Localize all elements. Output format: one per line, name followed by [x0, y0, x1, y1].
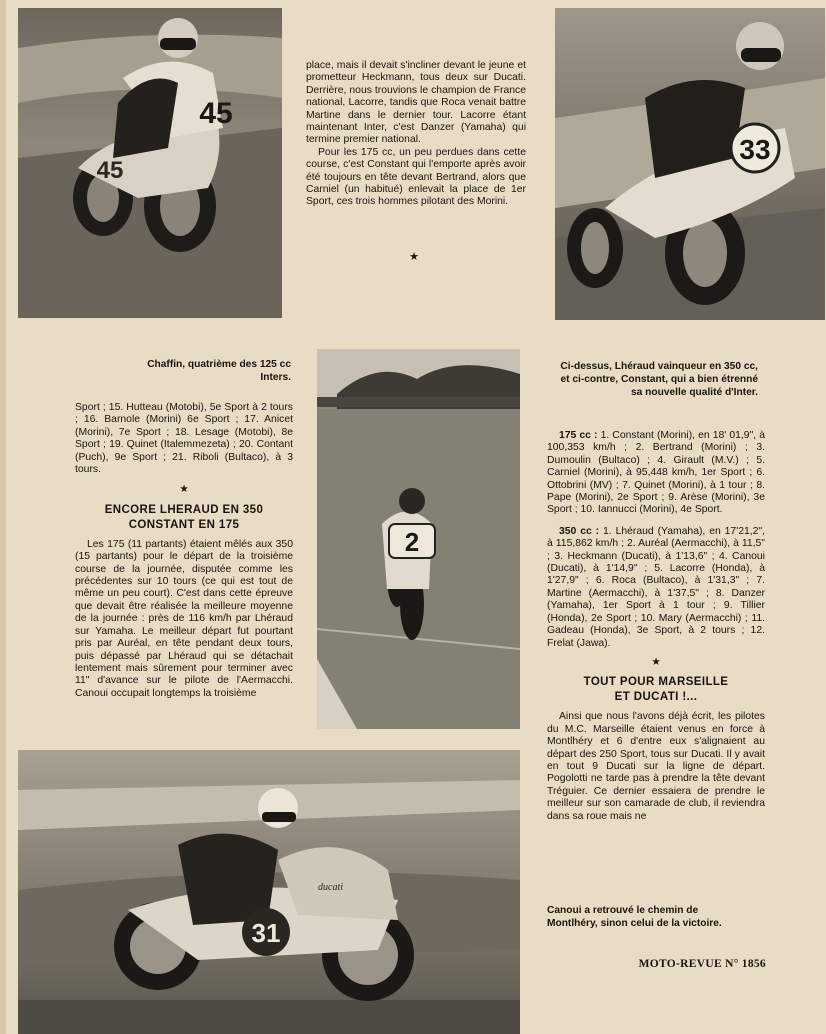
- right-body-paragraph: Ainsi que nous l'avons déjà écrit, les pilotes du M.C. Marseille étaient venus en force à Montlhéry et 6 d'entre eux s'alignaient au départ des 250 Sport, tous sur Ducati. Il y avait en tout 9 Ducati sur la ligne de départ. Pogolotti ne tarde pas à prendre la tête devant Tréguier. Ce dernier essaiera de prendre le meilleur sur son camarade de club, il reviendra dans sa roue mais ne: [547, 711, 765, 822]
- photo-rider-31-image: [18, 750, 520, 1034]
- left-column: [75, 402, 293, 700]
- results-175: [547, 430, 765, 517]
- left-results-tail: Sport ; 15. Hutteau (Motobi), 5e Sport à 2 tours ; 16. Barnole (Morini) 6e Sport ; 17. Anicet (Morini), 7e Sport ; 18. Lesage (Motobi), 8e Sport ; 19. Quinet (Italemmezeta) ; 20. Contant (Puch), 9e Sport ; 21. Riboli (Bultaco), à 3 tours.: [75, 402, 293, 476]
- photo-33-number: 33: [739, 134, 771, 165]
- photo-45-number-side: 45: [96, 157, 124, 184]
- photo-2-number: 2: [404, 527, 420, 557]
- photo-rider-31: [18, 750, 520, 1034]
- heading-marseille-line2: ET DUCATI !...: [614, 691, 698, 704]
- star-separator-left: ★: [179, 484, 189, 496]
- star-separator-top: ★: [409, 251, 419, 263]
- left-body-paragraph: Les 175 (11 partants) étaient mêlés aux 350 (15 partants) pour le départ de la troisième course de la journée, disputée comme les précédentes sur 10 tours (ce qui est tout de même un peu court). C'est dans cette épreuve que devait être réalisée la meilleure moyenne de la journée : près de 116 km/h par Lhéraud sur Yamaha. Le meilleur départ fut pourtant pris par Auréal, en tête pendant deux tours, puis dépassé par Lhéraud qui se détachait lentement mais sûrement pour terminer avec 11" d'avance sur le pilote de l'Aermacchi. Canoui occupait longtemps la troisième: [75, 538, 293, 699]
- photo-rider-2: [317, 349, 520, 729]
- star-separator-right: ★: [651, 656, 661, 668]
- results-175-label: 175 cc :: [559, 430, 598, 441]
- results-175-text: 1. Constant (Morini), en 18' 01,9", à 100,353 km/h ; 2. Bertrand (Morini) ; 3. Dumoulin (Bultaco) ; 4. Girault (M.V.) ; 5. Carniel (Morini), à 95,448 km/h, 1er Sport ; 6. Ottobrini (MV) ; 7. Quinet (Morini), à 1 tour ; 8. Pape (Morini), 2e Sport ; 9. Arèse (Morini), 3e Sport ; 10. Iannucci (Morini), 4e Sport.: [547, 430, 765, 516]
- top-middle-column: [306, 60, 526, 209]
- heading-lheraud-350: [75, 503, 293, 533]
- top-column-paragraph-2: Pour les 175 cc, un peu perdues dans cette course, c'est Constant qui l'emporte après avoir été toujours en tête devant Bertrand, alors que Carniel (un habitué) enlevait la place de 1er Sport, ces trois hommes pilotant des Morini.: [306, 146, 526, 208]
- photo-31-number: 31: [251, 918, 281, 948]
- photo-rider-45-image: [18, 8, 282, 318]
- top-column-paragraph-1: place, mais il devait s'incliner devant le jeune et prometteur Heckmann, tous deux sur Ducati. Derrière, nous trouvions le champion de France national, Lacorre, tandis que Roca venait battre Martine dans le dernier tour. Lacorre étant maintenant Inter, c'est Danzer (Yamaha) qui termine premier national.: [306, 60, 526, 146]
- right-column: [547, 430, 765, 823]
- photo-45-number-front: 45: [199, 97, 233, 130]
- footer-magazine-issue: MOTO-REVUE N° 1856: [638, 958, 766, 970]
- photo-rider-45: [18, 8, 282, 318]
- caption-chaffin: Chaffin, quatrième des 125 cc Inters.: [147, 359, 291, 383]
- photo-31-brand: ducati: [318, 882, 343, 893]
- results-350: [547, 526, 765, 650]
- heading-lheraud-line1: ENCORE LHERAUD EN 350: [104, 503, 264, 516]
- photo-rider-33: [555, 8, 825, 320]
- photo-rider-33-image: [555, 8, 825, 320]
- heading-marseille-ducati: [547, 675, 765, 705]
- results-350-label: 350 cc :: [559, 525, 600, 537]
- photo-rider-2-image: [317, 349, 520, 729]
- caption-canoui: Canoui a retrouvé le chemin de Montlhéry, sinon celui de la victoire.: [547, 905, 722, 929]
- heading-marseille-line1: TOUT POUR MARSEILLE: [583, 676, 729, 689]
- caption-lheraud-constant: Ci-dessus, Lhéraud vainqueur en 350 cc, et ci-contre, Constant, qui a bien étrenné sa nouvelle qualité d'Inter.: [560, 361, 758, 398]
- results-350-text: 1. Lhéraud (Yamaha), en 17'21,2", à 115,862 km/h ; 2. Auréal (Aermacchi), à 11,5" ; 3. Heckmann (Ducati), à 1'13,6" ; 4. Canoui (Ducati), à 1'14,9" ; 5. Lacorre (Honda), à 1'27,9" ; 6. Roca (Bultaco), à 1'31,3" ; 7. Martine (Aermacchi), à 1'37,5" ; 8. Danzer (Yamaha), 1er Sport à 1 tour ; 9. Tillier (Honda), 2e Sport ; 10. Mary (Aermacchi) ; 11. Gadeau (Honda), 3e Sport, à 2 tours ; 12. Frelat (Jawa).: [547, 525, 765, 649]
- heading-lheraud-line2: CONSTANT EN 175: [128, 518, 240, 531]
